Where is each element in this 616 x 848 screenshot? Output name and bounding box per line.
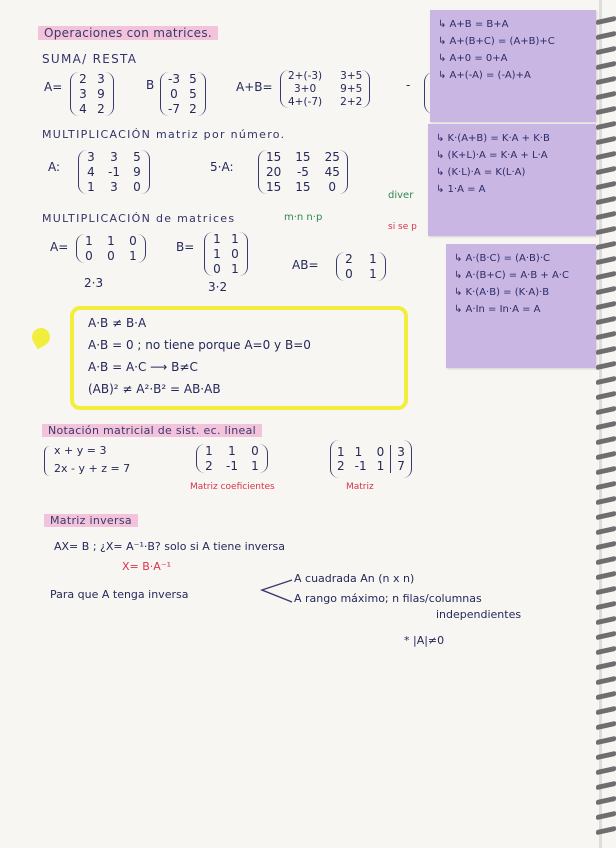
- matrix-a3-dim: 2·3: [84, 276, 104, 290]
- matrix-a3: 1 1 0 0 0 1: [76, 234, 146, 263]
- system-brace: [44, 446, 51, 476]
- matrix-a2: 3 3 5 4 -1 9 1 3 0: [78, 150, 150, 194]
- dims-annotation: m·n n·p: [284, 212, 323, 223]
- matrix-b3-label: B=: [176, 240, 195, 254]
- page-title: Operaciones con matrices.: [38, 26, 218, 40]
- matrix-b3: 1 1 1 0 0 1: [204, 232, 248, 276]
- matrix-b: -3 5 0 5 -7 2: [160, 72, 206, 116]
- equation-1: x + y = 3: [54, 444, 107, 457]
- matrix-a3-label: A=: [50, 240, 69, 254]
- condition-2b: independientes: [436, 608, 522, 621]
- section-inversa: Matriz inversa: [44, 514, 138, 527]
- section-mult-matrices: MULTIPLICACIÓN de matrices: [42, 212, 236, 225]
- minus-sign: -: [406, 78, 411, 92]
- box-line: (AB)² ≠ A²·B² = AB·AB: [88, 382, 221, 396]
- matrix-b-label: B: [146, 78, 155, 92]
- matrix-b3-dim: 3·2: [208, 280, 228, 294]
- condition-1: A cuadrada An (n x n): [294, 572, 415, 585]
- sticky-note-suma: ↳ A+B = B+A ↳ A+(B+C) = (A+B)+C ↳ A+0 = 0+A ↳ A+(-A) = (-A)+A: [430, 10, 596, 122]
- section-notacion: Notación matricial de sist. ec. lineal: [42, 424, 262, 437]
- sum-label: A+B=: [236, 80, 273, 94]
- sticky-note-escalar: ↳ K·(A+B) = K·A + K·B ↳ (K+L)·A = K·A + L·A ↳ (K·L)·A = K(L·A) ↳ 1·A = A: [428, 124, 596, 236]
- inverse-line-1: AX= B ; ¿X= A⁻¹·B? solo si A tiene inversa: [54, 540, 285, 553]
- warning-mark: [29, 325, 54, 350]
- branch-arrow: [258, 574, 294, 606]
- matrix-sum: 2+(-3) 3+5 3+0 9+5 4+(-7) 2+2: [280, 70, 370, 108]
- condition-intro: Para que A tenga inversa: [50, 588, 189, 601]
- determinant-condition: * |A|≠0: [404, 634, 445, 647]
- matrix-a: 2 3 3 9 4 2: [70, 72, 114, 116]
- extended-matrix: 1 1 0 2 -1 1 3 7: [330, 440, 412, 478]
- box-line: A·B ≠ B·A: [88, 316, 147, 330]
- matrix-product: 2 1 0 1: [336, 252, 386, 281]
- equation-2: 2x - y + z = 7: [54, 462, 131, 475]
- matrix-scalar: 15 15 25 20 -5 45 15 15 0: [258, 150, 348, 194]
- coef-matrix-label: Matriz coeficientes: [190, 482, 275, 492]
- green-note: diver: [388, 190, 414, 201]
- red-note: si se p: [388, 222, 417, 232]
- section-mult-numero: MULTIPLICACIÓN matriz por número.: [42, 128, 286, 141]
- scalar-label: 5·A:: [210, 160, 234, 174]
- section-suma-resta: SUMA/ RESTA: [42, 52, 138, 66]
- condition-2: A rango máximo; n filas/columnas: [294, 592, 482, 605]
- sticky-note-producto: ↳ A·(B·C) = (A·B)·C ↳ A·(B+C) = A·B + A·C ↳ K·(A·B) = (K·A)·B ↳ A·In = In·A = A: [446, 244, 596, 368]
- box-line: A·B = 0 ; no tiene porque A=0 y B=0: [88, 338, 311, 352]
- inverse-line-2: X= B·A⁻¹: [122, 560, 172, 573]
- product-label: AB=: [292, 258, 319, 272]
- matrix-a2-label: A:: [48, 160, 61, 174]
- extended-matrix-label: Matriz: [346, 482, 374, 492]
- matrix-a-label: A=: [44, 80, 63, 94]
- coef-matrix: 1 1 0 2 -1 1: [196, 444, 268, 473]
- box-line: A·B = A·C ⟶ B≠C: [88, 360, 198, 374]
- important-box: [70, 306, 408, 410]
